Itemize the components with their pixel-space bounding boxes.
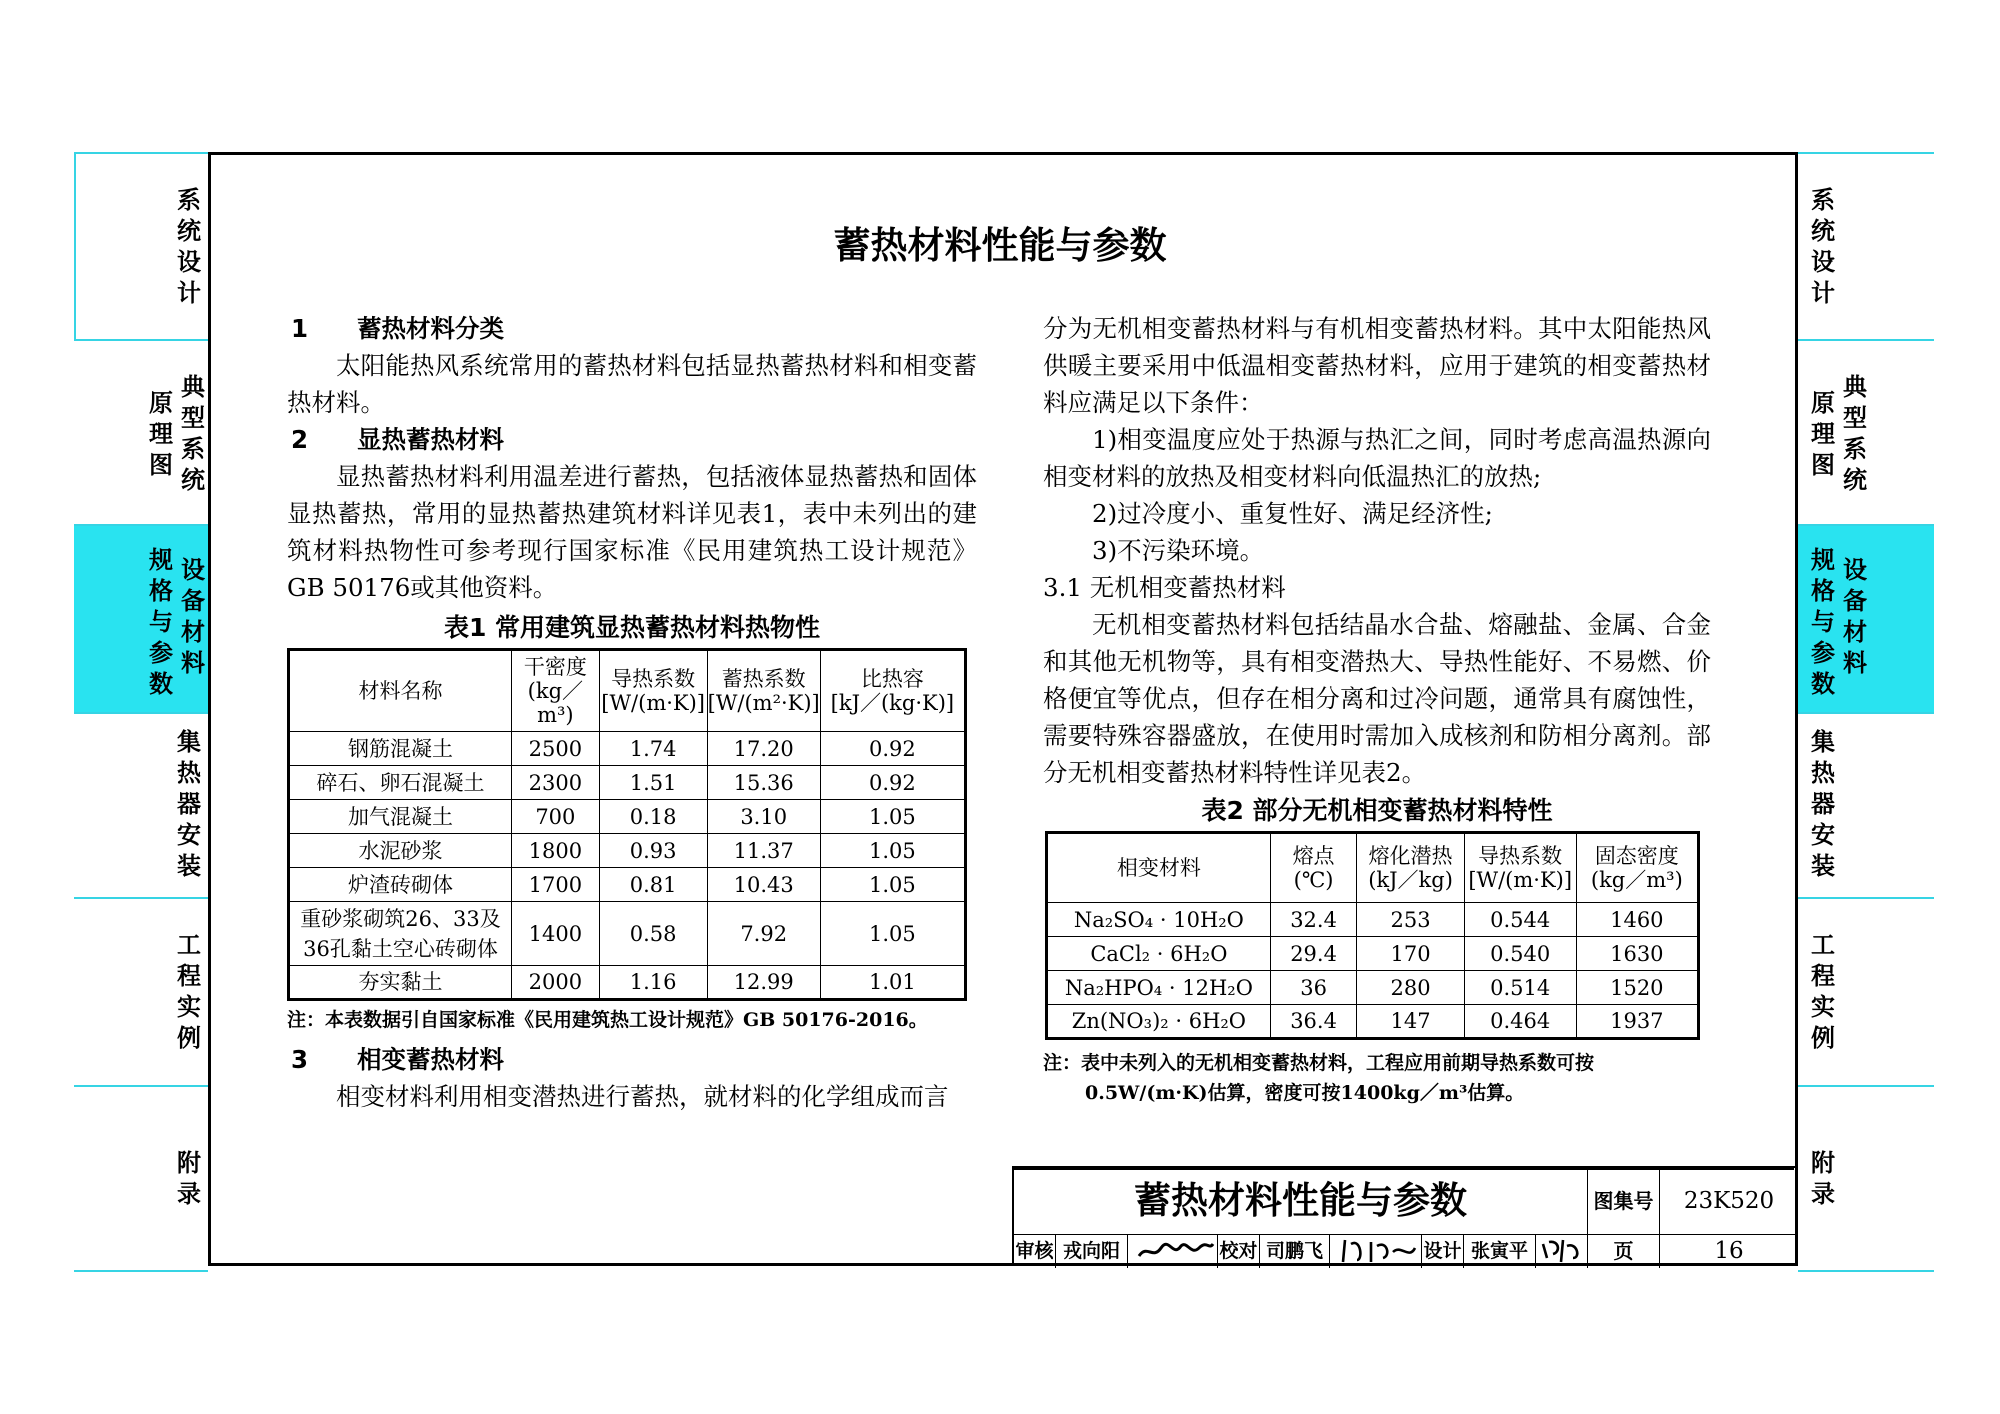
left-tab-collector[interactable]: 集热器安装 xyxy=(177,728,201,880)
tab-divider xyxy=(1798,152,1934,154)
table1-cell: 1.05 xyxy=(820,868,965,902)
left-tab-engineering[interactable]: 工程实例 xyxy=(177,931,201,1052)
table2-cell: 32.4 xyxy=(1270,903,1357,937)
table1-cell: 7.92 xyxy=(707,902,820,966)
table2-cell: Zn(NO₃)₂ · 6H₂O xyxy=(1047,1005,1271,1039)
table1-cell: 加气混凝土 xyxy=(289,800,512,834)
checker-name: 司鹏飞 xyxy=(1260,1234,1330,1268)
table1-cell: 700 xyxy=(512,800,600,834)
left-tab-system-design[interactable]: 系统设计 xyxy=(177,186,201,307)
left-tab-appendix[interactable]: 附录 xyxy=(177,1149,201,1208)
table-row xyxy=(289,966,966,1000)
table1-cell: 0.18 xyxy=(599,800,707,834)
table1-cell: 11.37 xyxy=(707,834,820,868)
table2-cell: 1630 xyxy=(1576,937,1698,971)
table2-cell: 253 xyxy=(1357,903,1464,937)
section-3-paragraph: 相变材料利用相变潜热进行蓄热，就材料的化学组成而言 xyxy=(336,1082,949,1111)
table1-header: 材料名称 xyxy=(289,650,512,732)
checker-signature xyxy=(1330,1234,1422,1268)
table1-header: 蓄热系数 [W/(m²·K)] xyxy=(707,650,820,732)
table2-note-line1: 注：表中未列入的无机相变蓄热材料，工程应用前期导热系数可按 xyxy=(1043,1052,1595,1074)
table1-cell: 0.93 xyxy=(599,834,707,868)
section-1-heading: 1 蓄热材料分类 xyxy=(291,314,505,343)
table2-note-line2: 0.5W/(m·K)估算，密度可按1400kg／m³估算。 xyxy=(1085,1082,1525,1104)
reviewer-name: 戎向阳 xyxy=(1056,1234,1128,1268)
table1-cell: 1400 xyxy=(512,902,600,966)
table1-cell: 1800 xyxy=(512,834,600,868)
right-tab-engineering[interactable]: 工程实例 xyxy=(1811,931,1835,1052)
table1-cell: 1.74 xyxy=(599,732,707,766)
section-2-heading: 2 显热蓄热材料 xyxy=(291,425,505,454)
tab-divider xyxy=(1798,1085,1934,1087)
atlas-number: 23K520 xyxy=(1683,1188,1775,1214)
section-3-1-heading: 3.1 无机相变蓄热材料 xyxy=(1043,573,1286,602)
tab-divider xyxy=(74,1085,208,1087)
tab-divider xyxy=(74,524,208,526)
left-tab-principle-a[interactable]: 原理图 xyxy=(149,389,173,479)
left-column xyxy=(287,310,977,1115)
table2-cell: 280 xyxy=(1357,971,1464,1005)
right-column xyxy=(1043,310,1711,1108)
table1-header: 导热系数 [W/(m·K)] xyxy=(599,650,707,732)
right-tab-principle-a[interactable]: 原理图 xyxy=(1811,389,1835,479)
page-number: 16 xyxy=(1714,1238,1744,1264)
page-title: 蓄热材料性能与参数 xyxy=(833,224,1167,267)
table2-cell: 1937 xyxy=(1576,1005,1698,1039)
table1-cell: 3.10 xyxy=(707,800,820,834)
table2-cell: 36 xyxy=(1270,971,1357,1005)
check-label: 校对 xyxy=(1218,1234,1260,1268)
table2-cell: 0.540 xyxy=(1464,937,1576,971)
tab-divider xyxy=(1798,339,1934,341)
left-tab-equipment-a[interactable]: 规格与参数 xyxy=(149,546,173,698)
table1-cell: 水泥砂浆 xyxy=(289,834,512,868)
table1-cell: 15.36 xyxy=(707,766,820,800)
table-row xyxy=(289,732,966,766)
tab-divider xyxy=(74,712,208,714)
table-row xyxy=(289,766,966,800)
table1-caption: 表1 常用建筑显热蓄热材料热物性 xyxy=(443,613,821,642)
section-3-1-paragraph: 无机相变蓄热材料包括结晶水合盐、熔融盐、金属、合金和其他无机物等，具有相变潜热大、导热性能好、不易燃、价格便宜等优点，但存在相分离和过冷问题，通常具有腐蚀性，需要特殊容器盛放，在使用时需加入成核剂和防相分离剂。部分无机相变蓄热材料特性详见表2。 xyxy=(1043,610,1711,787)
right-tab-equipment-b[interactable]: 设备材料 xyxy=(1843,556,1867,677)
right-tab-system-design[interactable]: 系统设计 xyxy=(1811,186,1835,307)
tab-divider xyxy=(74,339,208,341)
table2-cell: 29.4 xyxy=(1270,937,1357,971)
design-label: 设计 xyxy=(1422,1234,1464,1268)
review-label: 审核 xyxy=(1014,1234,1056,1268)
left-tab-principle-b[interactable]: 典型系统 xyxy=(181,373,205,494)
table2-header: 固态密度 (kg／m³) xyxy=(1576,833,1698,903)
table2-header: 熔化潜热 (kJ／kg) xyxy=(1357,833,1464,903)
condition-1: 1)相变温度应处于热源与热汇之间，同时考虑高温热源向相变材料的放热及相变材料向低温热汇的放热; xyxy=(1043,425,1711,491)
table1-note: 注：本表数据引自国家标准《民用建筑热工设计规范》GB 50176-2016。 xyxy=(287,1009,928,1031)
table-row xyxy=(1047,1005,1699,1039)
page-label: 页 xyxy=(1588,1234,1660,1268)
table1-cell: 0.58 xyxy=(599,902,707,966)
table2-header: 熔点 (℃) xyxy=(1270,833,1357,903)
table2-cell: 1520 xyxy=(1576,971,1698,1005)
tab-divider xyxy=(1798,524,1934,526)
table-row xyxy=(289,800,966,834)
atlas-label: 图集号 xyxy=(1588,1168,1660,1234)
table1-cell: 1.01 xyxy=(820,966,965,1000)
tab-divider xyxy=(1798,712,1934,714)
section-2-paragraph: 显热蓄热材料利用温差进行蓄热，包括液体显热蓄热和固体显热蓄热，常用的显热蓄热建筑材料详见表1，表中未列出的建筑材料热物性可参考现行国家标准《民用建筑热工设计规范》GB 50176或其他资料。 xyxy=(287,462,977,602)
table1-cell: 2500 xyxy=(512,732,600,766)
table2-header: 相变材料 xyxy=(1047,833,1271,903)
table-row xyxy=(1047,937,1699,971)
table1-cell: 0.92 xyxy=(820,732,965,766)
table2-cell: Na₂HPO₄ · 12H₂O xyxy=(1047,971,1271,1005)
table1-cell: 碎石、卵石混凝土 xyxy=(289,766,512,800)
reviewer-signature xyxy=(1128,1234,1218,1268)
table1 xyxy=(287,648,967,1001)
table1-cell: 2300 xyxy=(512,766,600,800)
designer-signature xyxy=(1536,1234,1588,1268)
table1-cell: 2000 xyxy=(512,966,600,1000)
table2-cell: CaCl₂ · 6H₂O xyxy=(1047,937,1271,971)
table2-cell: 0.544 xyxy=(1464,903,1576,937)
table2-cell: 1460 xyxy=(1576,903,1698,937)
table1-cell: 1.05 xyxy=(820,800,965,834)
right-tab-principle-b[interactable]: 典型系统 xyxy=(1843,373,1867,494)
right-tab-appendix[interactable]: 附录 xyxy=(1811,1149,1835,1208)
left-tab-equipment-b[interactable]: 设备材料 xyxy=(181,556,205,677)
table2-cell: 147 xyxy=(1357,1005,1464,1039)
title-block-title: 蓄热材料性能与参数 xyxy=(1014,1168,1588,1234)
table2-header: 导热系数 [W/(m·K)] xyxy=(1464,833,1576,903)
table-row xyxy=(1047,971,1699,1005)
table1-cell: 17.20 xyxy=(707,732,820,766)
table1-cell: 炉渣砖砌体 xyxy=(289,868,512,902)
table1-cell: 10.43 xyxy=(707,868,820,902)
tab-divider xyxy=(74,897,208,899)
tab-divider xyxy=(74,1270,208,1272)
section-1-paragraph: 太阳能热风系统常用的蓄热材料包括显热蓄热材料和相变蓄热材料。 xyxy=(287,351,977,417)
table1-cell: 1.16 xyxy=(599,966,707,1000)
table1-header: 比热容 [kJ／(kg·K)] xyxy=(820,650,965,732)
table1-cell: 1.51 xyxy=(599,766,707,800)
table-row xyxy=(289,902,966,966)
table1-cell: 钢筋混凝土 xyxy=(289,732,512,766)
right-tab-collector[interactable]: 集热器安装 xyxy=(1811,728,1835,880)
table1-cell: 1700 xyxy=(512,868,600,902)
table2-cell: 0.514 xyxy=(1464,971,1576,1005)
table1-cell: 0.92 xyxy=(820,766,965,800)
table1-cell: 1.05 xyxy=(820,902,965,966)
condition-2: 2)过冷度小、重复性好、满足经济性; xyxy=(1092,499,1493,528)
table-row xyxy=(289,868,966,902)
section-3-heading: 3 相变蓄热材料 xyxy=(291,1045,505,1074)
table-row xyxy=(1047,903,1699,937)
tab-divider xyxy=(1798,897,1934,899)
table2 xyxy=(1045,831,1700,1040)
tab-divider xyxy=(74,152,208,154)
table1-header: 干密度 (kg／m³) xyxy=(512,650,600,732)
table1-cell: 0.81 xyxy=(599,868,707,902)
table2-cell: 170 xyxy=(1357,937,1464,971)
title-block xyxy=(1012,1166,1798,1266)
table2-cell: 0.464 xyxy=(1464,1005,1576,1039)
table2-cell: Na₂SO₄ · 10H₂O xyxy=(1047,903,1271,937)
condition-3: 3)不污染环境。 xyxy=(1092,536,1265,565)
table1-cell: 1.05 xyxy=(820,834,965,868)
tab-divider xyxy=(1798,1270,1934,1272)
table-row xyxy=(289,834,966,868)
table2-cell: 36.4 xyxy=(1270,1005,1357,1039)
table2-caption: 表2 部分无机相变蓄热材料特性 xyxy=(1201,796,1553,825)
table1-cell: 夯实黏土 xyxy=(289,966,512,1000)
right-tab-equipment-a[interactable]: 规格与参数 xyxy=(1811,546,1835,698)
table1-cell: 重砂浆砌筑26、33及36孔黏土空心砖砌体 xyxy=(289,902,512,966)
table1-cell: 12.99 xyxy=(707,966,820,1000)
designer-name: 张寅平 xyxy=(1464,1234,1536,1268)
section-3-paragraph-continued: 分为无机相变蓄热材料与有机相变蓄热材料。其中太阳能热风供暖主要采用中低温相变蓄热材料，应用于建筑的相变蓄热材料应满足以下条件： xyxy=(1043,314,1711,417)
